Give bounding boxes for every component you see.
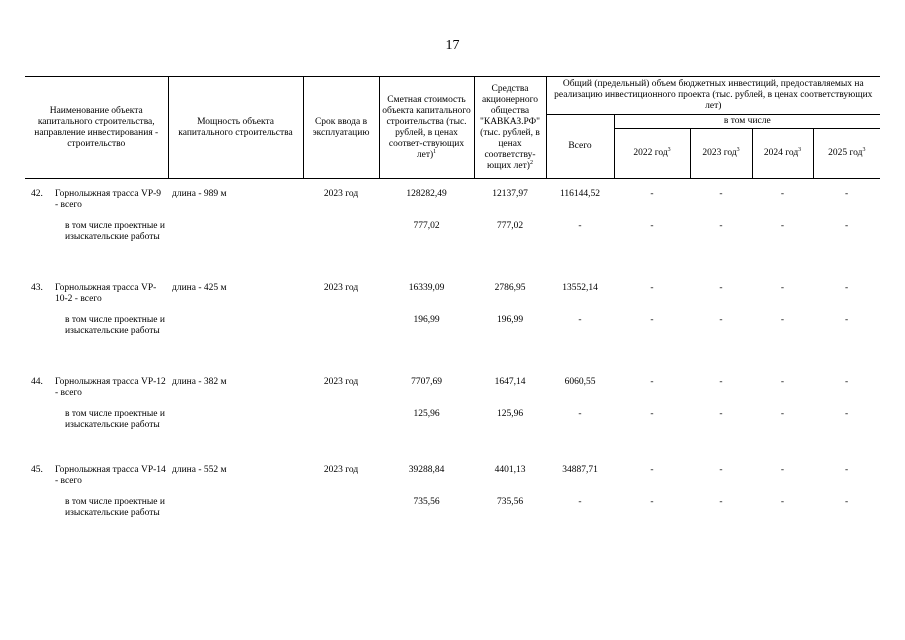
subrow-funds: 777,02 xyxy=(496,221,524,231)
row-year-2025: - xyxy=(844,465,849,475)
row-number: 43. xyxy=(31,283,43,293)
subrow-year-2023: - xyxy=(719,315,723,325)
row-estimate: 128282,49 xyxy=(406,189,447,199)
header-funds: Средства акционерного общества "КАВКАЗ.РФ" (тыс. рублей, в ценах соответству-ющих лет)$^2$ xyxy=(474,77,546,179)
subrow-year-2023: - xyxy=(719,409,723,419)
row-estimate: 7707,69 xyxy=(411,377,442,387)
investment-table xyxy=(25,76,880,553)
page-number: 17 xyxy=(445,38,460,53)
subrow-year-2024: - xyxy=(780,221,785,231)
row-year-2023: - xyxy=(719,283,723,293)
table-subrow xyxy=(25,497,880,553)
table-subrow xyxy=(25,221,880,283)
row-year-2022: - xyxy=(650,189,654,199)
row-number: 45. xyxy=(31,465,43,475)
header-all: Всего xyxy=(546,115,614,179)
row-term: 2023 год xyxy=(323,189,359,199)
table-row xyxy=(25,377,880,409)
row-year-2025: - xyxy=(844,283,849,293)
row-year-2023: - xyxy=(719,465,723,475)
row-year-2023: - xyxy=(719,189,723,199)
subrow-name: в том числе проектные и изыскательские работы xyxy=(65,497,165,518)
row-year-2024: - xyxy=(780,377,785,387)
row-total: 6060,55 xyxy=(564,377,596,387)
table-header xyxy=(25,77,880,179)
subrow-year-2025: - xyxy=(844,315,849,325)
subrow-total: - xyxy=(578,315,582,325)
row-funds: 12137,97 xyxy=(492,189,528,199)
subrow-year-2025: - xyxy=(844,409,849,419)
subrow-year-2025: - xyxy=(844,221,849,231)
row-term: 2023 год xyxy=(323,465,359,475)
row-year-2025: - xyxy=(844,377,849,387)
row-capacity: длина - 989 м xyxy=(172,189,227,199)
subrow-funds: 125,96 xyxy=(496,409,524,419)
header-estimate: Сметная стоимость объекта капитального строительства (тыс. рублей, в ценах соответ-ствующих лет)$^1$ xyxy=(379,77,474,179)
header-term: Срок ввода в эксплуатацию xyxy=(303,77,379,179)
subrow-year-2022: - xyxy=(650,409,654,419)
header-year-2025: 2025 год$^3$ xyxy=(813,129,880,179)
subrow-year-2022: - xyxy=(650,221,654,231)
row-name: Горнолыжная трасса VP-9 - всего xyxy=(55,189,162,210)
row-total: 13552,14 xyxy=(562,283,598,293)
subrow-estimate: 196,99 xyxy=(413,315,440,325)
subrow-estimate: 125,96 xyxy=(413,409,440,419)
subrow-name: в том числе проектные и изыскательские работы xyxy=(65,315,165,336)
subrow-name: в том числе проектные и изыскательские работы xyxy=(65,221,165,242)
subrow-year-2022: - xyxy=(650,497,654,507)
header-capacity: Мощность объекта капитального строительства xyxy=(168,77,303,179)
row-term: 2023 год xyxy=(323,377,359,387)
row-year-2025: - xyxy=(844,189,849,199)
row-estimate: 16339,09 xyxy=(408,283,445,293)
subrow-total: - xyxy=(578,497,582,507)
subrow-estimate: 735,56 xyxy=(413,497,440,507)
table-row xyxy=(25,189,880,221)
row-funds: 4401,13 xyxy=(494,465,526,475)
header-year-2023: 2023 год$^3$ xyxy=(690,129,752,179)
row-funds: 2786,95 xyxy=(494,283,526,293)
row-year-2024: - xyxy=(780,283,785,293)
subrow-name: в том числе проектные и изыскательские работы xyxy=(65,409,165,430)
subrow-funds: 196,99 xyxy=(496,315,524,325)
row-year-2024: - xyxy=(780,189,785,199)
row-capacity: длина - 382 м xyxy=(172,377,227,387)
header-including: в том числе xyxy=(614,115,880,129)
table-row xyxy=(25,283,880,315)
row-funds: 1647,14 xyxy=(494,377,526,387)
row-name: Горнолыжная трасса VP-10-2 - всего xyxy=(55,283,157,304)
subrow-year-2024: - xyxy=(780,409,785,419)
row-total: 34887,71 xyxy=(562,465,598,475)
subrow-year-2023: - xyxy=(719,221,723,231)
table-row xyxy=(25,465,880,497)
header-name: Наименование объекта капитального строительства, направление инвестирования - строительство xyxy=(25,77,168,179)
subrow-year-2022: - xyxy=(650,315,654,325)
table-subrow xyxy=(25,315,880,377)
row-year-2024: - xyxy=(780,465,785,475)
header-total-volume: Общий (предельный) объем бюджетных инвестиций, предоставляемых на реализацию инвестиционного проекта (тыс. рублей, в ценах соответствующих лет) xyxy=(546,77,880,115)
header-year-2024: 2024 год$^3$ xyxy=(752,129,813,179)
subrow-total: - xyxy=(578,221,582,231)
row-name: Горнолыжная трасса VP-14 - всего xyxy=(55,465,166,486)
row-capacity: длина - 425 м xyxy=(172,283,227,293)
row-year-2022: - xyxy=(650,377,654,387)
row-total: 116144,52 xyxy=(559,189,601,199)
table-body xyxy=(25,179,880,554)
row-number: 44. xyxy=(31,377,43,387)
subrow-year-2024: - xyxy=(780,497,785,507)
row-year-2023: - xyxy=(719,377,723,387)
subrow-funds: 735,56 xyxy=(496,497,524,507)
row-term: 2023 год xyxy=(323,283,359,293)
row-year-2022: - xyxy=(650,283,654,293)
subrow-year-2025: - xyxy=(844,497,849,507)
subrow-year-2024: - xyxy=(780,315,785,325)
row-name: Горнолыжная трасса VP-12 - всего xyxy=(55,377,166,398)
row-estimate: 39288,84 xyxy=(408,465,445,475)
header-year-2022: 2022 год$^3$ xyxy=(614,129,690,179)
subrow-estimate: 777,02 xyxy=(413,221,440,231)
row-year-2022: - xyxy=(650,465,654,475)
subrow-year-2023: - xyxy=(719,497,723,507)
row-capacity: длина - 552 м xyxy=(172,465,227,475)
table-subrow xyxy=(25,409,880,465)
row-number: 42. xyxy=(31,189,43,199)
subrow-total: - xyxy=(578,409,582,419)
